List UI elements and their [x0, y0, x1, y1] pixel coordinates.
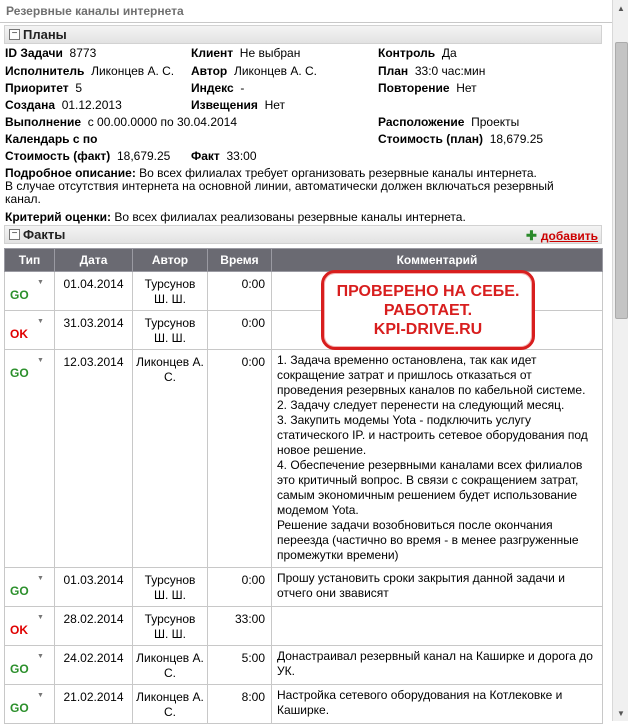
cost-fact-value: 18,679.25 [116, 149, 171, 163]
repeat-value: Нет [456, 81, 477, 95]
control-value: Да [441, 46, 457, 60]
author-cell: Турсунов Ш. Ш. [133, 607, 208, 646]
column-header-time[interactable]: Время [208, 249, 272, 272]
time-cell: 0:00 [208, 568, 272, 607]
date-cell: 01.04.2014 [55, 272, 133, 311]
collapse-minus-icon[interactable]: − [9, 29, 20, 40]
date-cell: 12.03.2014 [55, 350, 133, 568]
date-cell: 01.03.2014 [55, 568, 133, 607]
time-cell: 8:00 [208, 685, 272, 724]
client-label: Клиент [191, 46, 234, 60]
description-line-2: В случае отсутствия интернета на основной линии, автоматически должен включаться резервный [5, 179, 554, 193]
status-ok-badge: OK [10, 327, 28, 341]
fact-label: Факт [191, 149, 220, 163]
stamp-line-3: KPI-DRIVE.RU [373, 320, 483, 338]
notices-label: Извещения [191, 98, 258, 112]
author-cell: Ликонцев А. С. [133, 646, 208, 685]
author-cell: Турсунов Ш. Ш. [133, 568, 208, 607]
verified-stamp [321, 270, 535, 350]
priority-label: Приоритет [5, 81, 69, 95]
cost-plan-value: 18,679.25 [489, 132, 544, 146]
author-cell: Ликонцев А. С. [133, 350, 208, 568]
index-value: - [240, 81, 245, 95]
comment-cell: Донастраивал резервный канал на Каширке и дорога до УК. [272, 646, 603, 685]
created-label: Создана [5, 98, 56, 112]
time-cell: 0:00 [208, 311, 272, 350]
facts-section-header[interactable] [4, 225, 602, 244]
date-cell: 28.02.2014 [55, 607, 133, 646]
type-cell[interactable] [5, 646, 55, 685]
location-label: Расположение [378, 115, 465, 129]
plan-label: План [378, 64, 409, 78]
task-id-value: 8773 [69, 46, 97, 60]
author-value: Ликонцев А. С. [233, 64, 317, 78]
table-row[interactable] [5, 607, 603, 646]
plans-section-label: Планы [23, 27, 67, 42]
comment-cell [272, 607, 603, 646]
control-label: Контроль [378, 46, 436, 60]
description-line-1: Во всех филиалах требует организовать резервные каналы интернета. [139, 166, 537, 180]
notices-value: Нет [264, 98, 286, 112]
type-dropdown-arrow-icon[interactable]: ▼ [37, 575, 44, 582]
vertical-scrollbar[interactable] [612, 0, 628, 721]
cost-fact-label: Стоимость (факт) [5, 149, 111, 163]
stamp-line-1: ПРОВЕРЕНО НА СЕБЕ. [336, 282, 520, 300]
column-header-author[interactable]: Автор [133, 249, 208, 272]
table-row[interactable] [5, 646, 603, 685]
type-dropdown-arrow-icon[interactable]: ▼ [37, 318, 44, 325]
execution-label: Выполнение [5, 115, 82, 129]
type-dropdown-arrow-icon[interactable]: ▼ [37, 614, 44, 621]
facts-section-label: Факты [23, 227, 66, 242]
time-cell: 5:00 [208, 646, 272, 685]
criterion-value: Во всех филиалах реализованы резервные каналы интернета. [114, 210, 466, 224]
status-go-badge: GO [10, 288, 29, 302]
cost-plan-label: Стоимость (план) [378, 132, 484, 146]
plans-section-header[interactable] [4, 25, 602, 44]
executor-label: Исполнитель [5, 64, 85, 78]
type-dropdown-arrow-icon[interactable]: ▼ [37, 653, 44, 660]
comment-cell: Настройка сетевого оборудования на Котлековке и Каширке. [272, 685, 603, 724]
status-go-badge: GO [10, 366, 29, 380]
created-value: 01.12.2013 [61, 98, 122, 112]
type-cell[interactable] [5, 311, 55, 350]
author-cell: Турсунов Ш. Ш. [133, 311, 208, 350]
author-cell: Ликонцев А. С. [133, 685, 208, 724]
status-ok-badge: OK [10, 623, 28, 637]
column-header-type[interactable]: Тип [5, 249, 55, 272]
date-cell: 24.02.2014 [55, 646, 133, 685]
table-row[interactable] [5, 685, 603, 724]
column-header-comment[interactable]: Комментарий [272, 249, 603, 272]
scroll-down-arrow-icon[interactable]: ▼ [617, 708, 625, 718]
time-cell: 33:00 [208, 607, 272, 646]
repeat-label: Повторение [378, 81, 450, 95]
stamp-line-2: РАБОТАЕТ. [383, 301, 473, 319]
fact-value: 33:00 [226, 149, 257, 163]
calendar-label: Календарь с по [5, 132, 98, 146]
table-row[interactable] [5, 350, 603, 568]
description-label: Подробное описание: [5, 166, 136, 180]
status-go-badge: GO [10, 662, 29, 676]
date-cell: 21.02.2014 [55, 685, 133, 724]
facts-table-header-row [5, 249, 603, 272]
author-cell: Турсунов Ш. Ш. [133, 272, 208, 311]
scroll-thumb[interactable] [615, 42, 628, 319]
description-line-3: канал. [5, 192, 41, 206]
location-value: Проекты [471, 115, 520, 129]
author-label: Автор [191, 64, 228, 78]
scroll-up-arrow-icon[interactable]: ▲ [617, 3, 625, 13]
comment-cell: 1. Задача временно остановлена, так как идет сокращение затрат и пришлось отказаться от проведения резервных каналов по кабельной системе. 2. Задачу следует перенести на следующий месяц. 3. Закупить модемы Yota - подключить услугу статического IP. и настроить сетевое оборудования под новое решение. 4. Обеспечение резервными каналами всех филиалов это критичный вопрос. В связи с сокращением затрат, самым экономичным решением будет использование модемом Yota. Решение задачи возобновиться после окончания переезда (частично во время - в менее разгруженные промежутки времени) [272, 350, 603, 568]
time-cell: 0:00 [208, 272, 272, 311]
type-cell[interactable] [5, 685, 55, 724]
type-cell[interactable] [5, 568, 55, 607]
comment-cell: Прошу установить сроки закрытия данной задачи и отчего они звависят [272, 568, 603, 607]
column-header-date[interactable]: Дата [55, 249, 133, 272]
executor-value: Ликонцев А. С. [91, 64, 175, 78]
add-fact-link[interactable]: добавить [540, 229, 598, 243]
type-cell[interactable] [5, 272, 55, 311]
date-cell: 31.03.2014 [55, 311, 133, 350]
client-value: Не выбран [239, 46, 301, 60]
time-cell: 0:00 [208, 350, 272, 568]
window-title-bar [0, 0, 612, 23]
plan-value: 33:0 час:мин [414, 64, 486, 78]
priority-value: 5 [75, 81, 82, 95]
window-title: Резервные каналы интернета [6, 4, 184, 18]
table-row[interactable] [5, 568, 603, 607]
criterion-label: Критерий оценки: [5, 210, 112, 224]
task-id-label: ID Задачи [5, 46, 63, 60]
status-go-badge: GO [10, 701, 29, 715]
plus-icon: ✚ [526, 228, 537, 243]
type-cell[interactable] [5, 607, 55, 646]
collapse-minus-icon[interactable]: − [9, 229, 20, 240]
execution-value: с 00.00.0000 по 30.04.2014 [87, 115, 238, 129]
type-dropdown-arrow-icon[interactable]: ▼ [37, 357, 44, 364]
add-fact-button[interactable] [526, 228, 598, 244]
type-dropdown-arrow-icon[interactable]: ▼ [37, 692, 44, 699]
index-label: Индекс [191, 81, 234, 95]
status-go-badge: GO [10, 584, 29, 598]
type-cell[interactable] [5, 350, 55, 568]
type-dropdown-arrow-icon[interactable]: ▼ [37, 279, 44, 286]
